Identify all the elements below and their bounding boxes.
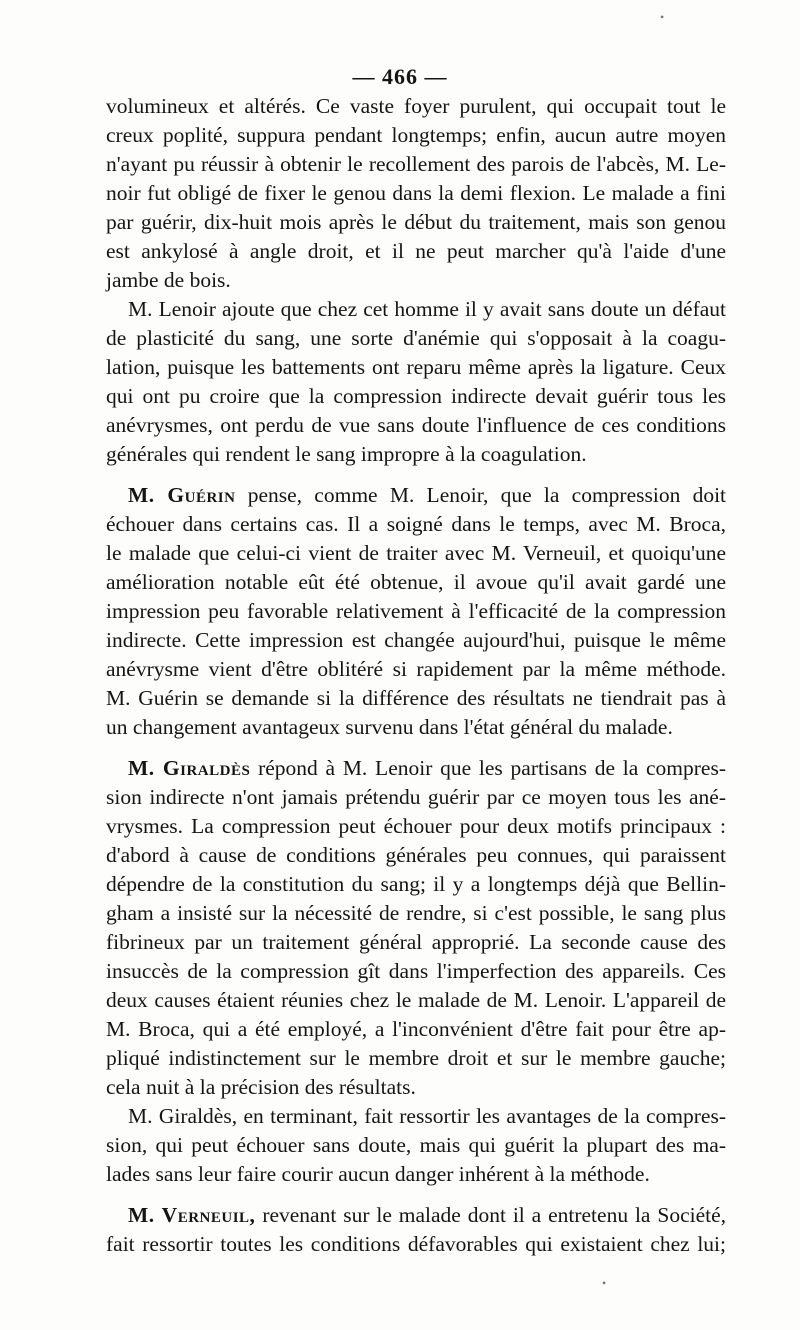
- text-line: pliqué indistinctement sur le membre droit et sur le membre gauche;: [106, 1046, 726, 1070]
- text-line: dépendre de la constitution du sang; il y a longtemps déjà que Bellin-: [106, 872, 726, 896]
- text-line: [106, 481, 726, 510]
- text-line: lation, puisque les battements ont reparu même après la ligature. Ceux: [106, 355, 726, 379]
- speaker-name: M. Guérin: [128, 483, 236, 507]
- text-line: cela nuit à la précision des résultats.: [106, 1075, 416, 1099]
- text-line: [106, 754, 726, 783]
- text-line: fait ressortir toutes les conditions défavorables qui existaient chez lui;: [106, 1232, 726, 1256]
- paragraph-5: [106, 1102, 726, 1189]
- text-line: par guérir, dix-huit mois après le début du traitement, mais son genou: [106, 210, 726, 234]
- paragraph-2: [106, 295, 726, 469]
- text-line: volumineux et altérés. Ce vaste foyer purulent, qui occupait tout le: [106, 94, 726, 118]
- body-text: [106, 92, 726, 1259]
- text-line: n'ayant pu réussir à obtenir le recollement des parois de l'abcès, M. Le-: [106, 152, 726, 176]
- paragraph-1: [106, 92, 726, 295]
- text-line: sion, qui peut échouer sans doute, mais qui guérit la plupart des ma-: [106, 1133, 726, 1157]
- text-line: creux poplité, suppura pendant longtemps; enfin, aucun autre moyen: [106, 123, 726, 147]
- text-line: impression peu favorable relativement à l'efficacité de la compression: [106, 599, 726, 623]
- text-line: sion indirecte n'ont jamais prétendu guérir par ce moyen tous les ané-: [106, 785, 726, 809]
- text-line: anévrysme vient d'être oblitéré si rapidement par la même méthode.: [106, 657, 726, 681]
- text-line: vrysmes. La compression peut échouer pour deux motifs principaux :: [106, 814, 726, 838]
- text-line: anévrysmes, ont perdu de vue sans doute l'influence de ces conditions: [106, 413, 726, 437]
- text-line: insuccès de la compression gît dans l'imperfection des appareils. Ces: [106, 959, 726, 983]
- text-line: un changement avantageux survenu dans l'état général du malade.: [106, 715, 673, 739]
- page-number: — 466 —: [352, 64, 448, 89]
- text-line: gham a insisté sur la nécessité de rendre, si c'est possible, le sang plus: [106, 901, 726, 925]
- text-line: est ankylosé à angle droit, et il ne peut marcher qu'à l'aide d'une: [106, 239, 726, 263]
- paragraph-gap: [106, 742, 726, 754]
- text-line: de plasticité du sang, une sorte d'anémie qui s'opposait à la coagu-: [106, 326, 726, 350]
- paragraph-6: [106, 1201, 726, 1259]
- text-line: noir fut obligé de fixer le genou dans la demi flexion. Le malade a fini: [106, 181, 726, 205]
- text-line: fibrineux par un traitement général approprié. La seconde cause des: [106, 930, 726, 954]
- speaker-name: M. Verneuil,: [128, 1203, 256, 1227]
- text-line: amélioration notable eût été obtenue, il avoue qu'il avait gardé une: [106, 570, 726, 594]
- text-line: échouer dans certains cas. Il a soigné dans le temps, avec M. Broca,: [106, 512, 726, 536]
- text-line: M. Lenoir ajoute que chez cet homme il y avait sans doute un défaut: [128, 297, 726, 321]
- text-line: indirecte. Cette impression est changée aujourd'hui, puisque le même: [106, 628, 726, 652]
- text-line: [106, 1201, 726, 1230]
- text-line: qui ont pu croire que la compression indirecte devait guérir tous les: [106, 384, 726, 408]
- text-line: d'abord à cause de conditions générales peu connues, qui paraissent: [106, 843, 726, 867]
- text-line: générales qui rendent le sang impropre à la coagulation.: [106, 442, 587, 466]
- speaker-name: M. Giraldès: [128, 756, 251, 780]
- text-line: M. Broca, qui a été employé, a l'inconvénient d'être fait pour être ap-: [106, 1017, 726, 1041]
- text-line: le malade que celui-ci vient de traiter avec M. Verneuil, et quoiqu'une: [106, 541, 726, 565]
- paragraph-gap: [106, 1189, 726, 1201]
- paragraph-gap: [106, 469, 726, 481]
- text-line: jambe de bois.: [106, 268, 231, 292]
- text-line: M. Giraldès, en terminant, fait ressortir les avantages de la compres-: [128, 1104, 726, 1128]
- text-line: lades sans leur faire courir aucun danger inhérent à la méthode.: [106, 1162, 650, 1186]
- text-segment: pense, comme M. Lenoir, que la compression doit: [247, 483, 727, 507]
- ink-speck: •: [660, 10, 665, 24]
- paragraph-4: [106, 754, 726, 1102]
- text-segment: répond à M. Lenoir que les partisans de la compres-: [258, 756, 727, 780]
- ink-speck: •: [602, 1276, 607, 1290]
- paragraph-3: [106, 481, 726, 742]
- text-line: M. Guérin se demande si la différence des résultats ne tiendrait pas à: [106, 686, 726, 710]
- text-line: deux causes étaient réunies chez le malade de M. Lenoir. L'appareil de: [106, 988, 726, 1012]
- text-segment: revenant sur le malade dont il a entretenu la Société,: [262, 1203, 727, 1227]
